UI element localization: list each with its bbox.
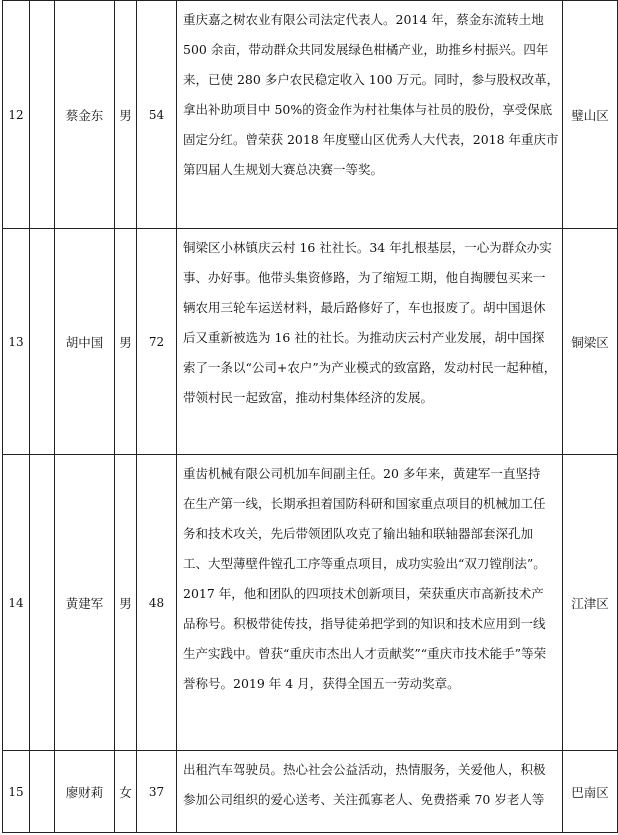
description-line: 拿出补助项目中 50%的资金作为村社集体与社员的股份，享受保底 xyxy=(183,102,553,117)
person-description xyxy=(177,751,563,833)
description-line: 500 余亩，带动群众共同发展绿色柑橘产业，助推乡村振兴。四年 xyxy=(183,42,549,57)
person-district: 江津区 xyxy=(563,455,618,751)
empty-cell xyxy=(30,229,55,455)
table-row xyxy=(3,751,618,833)
person-sex: 男 xyxy=(115,455,137,751)
person-sex: 男 xyxy=(115,1,137,229)
person-description xyxy=(177,229,563,455)
person-sex: 男 xyxy=(115,229,137,455)
table-row xyxy=(3,455,618,751)
description-line: 2017 年，他和团队的四项技术创新项目，荣获重庆市高新技术产 xyxy=(183,586,544,601)
person-district: 巴南区 xyxy=(563,751,618,833)
table-row xyxy=(3,229,618,455)
description-line: 在生产第一线，长期承担着国防科研和国家重点项目的机械加工任 xyxy=(183,496,546,511)
empty-cell xyxy=(30,455,55,751)
description-line: 来，已使 280 多户农民稳定收入 100 万元。同时，参与股权改革， xyxy=(183,72,560,87)
description-line: 铜梁区小林镇庆云村 16 社社长。34 年扎根基层，一心为群众办实 xyxy=(183,240,552,255)
person-district: 璧山区 xyxy=(563,1,618,229)
row-number: 12 xyxy=(3,1,30,229)
row-number: 13 xyxy=(3,229,30,455)
description-line: 带领村民一起致富，推动村集体经济的发展。 xyxy=(183,390,434,405)
description-line: 事、办好事。他带头集资修路，为了缩短工期，他自掏腰包买来一 xyxy=(183,270,546,285)
person-age: 48 xyxy=(137,455,177,751)
person-name: 黄建军 xyxy=(55,455,115,751)
person-sex: 女 xyxy=(115,751,137,833)
description-line: 参加公司组织的爱心送考、关注孤寡老人、免费搭乘 70 岁老人等 xyxy=(183,792,545,807)
description-line: 出租汽车驾驶员。热心社会公益活动，热情服务，关爱他人，积极 xyxy=(183,762,546,777)
row-number: 14 xyxy=(3,455,30,751)
person-name: 蔡金东 xyxy=(55,1,115,229)
description-line: 固定分红。曾荣获 2018 年度璧山区优秀人大代表，2018 年重庆市 xyxy=(183,132,559,147)
empty-cell xyxy=(30,751,55,833)
person-name: 廖财莉 xyxy=(55,751,115,833)
person-name: 胡中国 xyxy=(55,229,115,455)
person-age: 72 xyxy=(137,229,177,455)
table-body xyxy=(3,1,618,833)
table-row xyxy=(3,1,618,229)
person-age: 54 xyxy=(137,1,177,229)
person-description xyxy=(177,1,563,229)
empty-cell xyxy=(30,1,55,229)
person-district: 铜梁区 xyxy=(563,229,618,455)
description-line: 后又重新被选为 16 社的社长。为推动庆云村产业发展，胡中国探 xyxy=(183,330,545,345)
description-line: 生产实践中。曾获“重庆市杰出人才贡献奖”“重庆市技术能手”等荣 xyxy=(183,646,547,661)
person-age: 37 xyxy=(137,751,177,833)
description-line: 务和技术攻关，先后带领团队攻克了输出轴和联轴器部套深孔加 xyxy=(183,526,534,541)
description-line: 辆农用三轮车运送材料，最后路修好了，车也报废了。胡中国退休 xyxy=(183,300,546,315)
row-number: 15 xyxy=(3,751,30,833)
description-line: 索了一条以“公司+农户”为产业模式的致富路，发动村民一起种植， xyxy=(183,360,557,375)
description-line: 重齿机械有限公司机加车间副主任。20 多年来，黄建军一直坚持 xyxy=(183,466,541,481)
description-line: 誉称号。2019 年 4 月，获得全国五一劳动奖章。 xyxy=(183,676,460,691)
description-line: 重庆嘉之树农业有限公司法定代表人。2014 年，蔡金东流转土地 xyxy=(183,12,544,27)
description-line: 工、大型薄壁件镗孔工序等重点项目，成功实验出“双刀镗削法”。 xyxy=(183,556,546,571)
description-line: 品称号。积极带徒传技，指导徒弟把学到的知识和技术应用到一线 xyxy=(183,616,546,631)
honoree-table xyxy=(2,0,618,833)
description-line: 第四届人生规划大赛总决赛一等奖。 xyxy=(183,162,384,177)
person-description xyxy=(177,455,563,751)
